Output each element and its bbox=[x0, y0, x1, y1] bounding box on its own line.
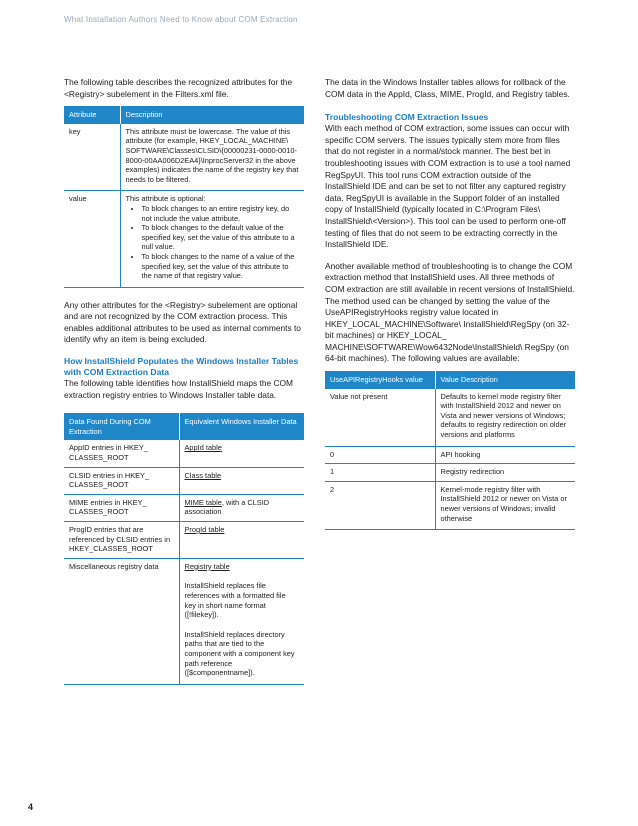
section-title-troubleshooting: Troubleshooting COM Extraction Issues bbox=[325, 112, 489, 123]
map-header-equivalent: Equivalent Windows Installer Data bbox=[179, 413, 304, 440]
attr-header-attribute: Attribute bbox=[64, 106, 120, 124]
map-found-cell: Miscellaneous registry data bbox=[64, 558, 179, 684]
hooks-header-description: Value Description bbox=[435, 371, 575, 389]
registry-note-filekey: InstallShield replaces file references with a formatted file key in short name format ([!filekey]). bbox=[184, 581, 286, 620]
map-found-cell: AppID entries in HKEY_ CLASSES_ROOT bbox=[64, 440, 179, 467]
appid-table-link[interactable]: AppId table bbox=[184, 443, 222, 453]
table-row bbox=[64, 191, 304, 287]
mapping-table bbox=[64, 413, 304, 684]
table-row bbox=[325, 464, 575, 482]
map-equivalent-cell bbox=[179, 440, 304, 467]
mapping-intro: The following table identifies how InstallShield maps the COM extraction registry entries to Windows Installer table data. bbox=[64, 378, 294, 400]
page-number: 4 bbox=[28, 802, 34, 812]
table-row bbox=[64, 558, 304, 684]
map-header-found: Data Found During COM Extraction bbox=[64, 413, 179, 440]
left-column bbox=[64, 77, 304, 685]
table-row bbox=[64, 440, 304, 467]
regspy-paragraph: With each method of COM extraction, some issues can occur with specific COM servers. The issues typically stem more from files that do not register in a normal/stock manner. The best bet in troubleshooting issues with COM extraction is to use a tool named RegSpyUI. This tool runs COM extraction outside of the InstallShield IDE and can be set to not filter any captured registry data. RegSpyUI is available in the Support folder of an installed copy of InstallShield (typically located in C:\Program Files\ InstallShield\<Version>). This tool can be used to perform one-off testing of files that do not seem to be extracting correctly in the InstallShield IDE. bbox=[325, 123, 571, 250]
attr-desc-key: This attribute must be lowercase. The value of this attribute (for example, HKEY_LOCAL_MACHINE\ SOFTWARE\Classes\CLSID\{00000231-0000-0010-8000-00AA006D2EA4}\InprocServer32 in the above examples) indicates the name of the registry key that needs to be filtered. bbox=[120, 124, 304, 191]
right-column bbox=[325, 77, 575, 530]
attr-desc-value-text: This attribute is optional: bbox=[125, 194, 206, 204]
map-found-cell: MIME entries in HKEY_ CLASSES_ROOT bbox=[64, 494, 179, 521]
table-row bbox=[325, 481, 575, 529]
attr-header-description: Description bbox=[120, 106, 304, 124]
attributes-table bbox=[64, 106, 304, 288]
attr-name-key: key bbox=[64, 124, 120, 191]
mime-table-link[interactable]: MIME table bbox=[184, 497, 222, 507]
table-row bbox=[64, 494, 304, 521]
attributes-intro: The following table describes the recognized attributes for the <Registry> subelement in the Filters.xml file. bbox=[64, 77, 293, 99]
map-equivalent-cell bbox=[179, 494, 304, 521]
registry-table-link[interactable]: Registry table bbox=[184, 561, 230, 571]
bullet-item: • To block changes to the name of a value of the specified key, set the value of this attribute to the name of that registry value. bbox=[142, 252, 300, 281]
section-title-populate: How InstallShield Populates the Windows Installer Tables with COM Extraction Data bbox=[64, 356, 299, 378]
hooks-value-cell: 1 bbox=[325, 464, 435, 482]
value-bullet-list bbox=[126, 204, 300, 281]
map-found-cell: ProgID entries that are referenced by CLSID entries in HKEY_CLASSES_ROOT bbox=[64, 522, 179, 559]
hooks-value-cell: 0 bbox=[325, 446, 435, 464]
progid-table-link[interactable]: ProgId table bbox=[184, 525, 225, 534]
map-equivalent-cell bbox=[179, 522, 304, 559]
map-equivalent-cell bbox=[179, 467, 304, 494]
hooks-desc-cell: Registry redirection bbox=[435, 464, 575, 482]
running-header: What Installation Authors Need to Know about COM Extraction bbox=[64, 15, 298, 24]
bullet-item: • To block changes to an entire registry key, do not include the value attribute. bbox=[142, 204, 300, 223]
hooks-header-value: UseAPIRegistryHooks value bbox=[325, 371, 435, 389]
registry-note-component: InstallShield replaces directory paths that are tied to the component with a component key path reference ([$componentname]). bbox=[184, 629, 295, 678]
hooks-value-cell: Value not present bbox=[325, 389, 435, 446]
rollback-paragraph: The data in the Windows Installer tables allows for rollback of the COM data in the AppId, Class, MIME, ProgId, and Registry tables. bbox=[325, 77, 570, 99]
table-row bbox=[64, 124, 304, 191]
hooks-desc-cell: Defaults to kernel mode registry filter with InstallShield 2012 and newer on Vista and newer versions of Windows; defaults to registry redirection on older versions and platforms bbox=[435, 389, 575, 446]
hooks-value-cell: 2 bbox=[325, 481, 435, 529]
hooks-desc-cell: Kernel-mode registry filter with InstallShield 2012 or newer on Vista or newer versions of Windows; invalid otherwise bbox=[435, 481, 575, 529]
table-row bbox=[64, 467, 304, 494]
attr-desc-value bbox=[120, 191, 304, 287]
class-table-link[interactable]: Class table bbox=[184, 470, 222, 480]
table-row bbox=[325, 446, 575, 464]
table-row bbox=[325, 389, 575, 446]
map-found-cell: CLSID entries in HKEY_ CLASSES_ROOT bbox=[64, 467, 179, 494]
map-equivalent-cell bbox=[179, 558, 304, 684]
attr-name-value: value bbox=[64, 191, 120, 287]
registry-hooks-table bbox=[325, 371, 575, 530]
extraction-method-paragraph: Another available method of troubleshooting is to change the COM extraction method that InstallShield uses. All three methods of COM extraction are still available in recent versions of InstallShield. The method used can be changed by setting the value of the UseAPIRegistryHooks registry value located in HKEY_LOCAL_MACHINE\Software\ InstallShield\RegSpy (on 32-bit machines) or HKEY_LOCAL_ MACHINE\SOFTWARE\Wow6432Node\InstallShield\ RegSpy (on 64-bit machines). The following values are available: bbox=[325, 260, 575, 364]
hooks-desc-cell: API hooking bbox=[435, 446, 575, 464]
bullet-item: • To block changes to the default value of the specified key, set the value of this attribute to a null value. bbox=[142, 223, 300, 252]
other-attributes-paragraph: Any other attributes for the <Registry> subelement are optional and are not recognized by the COM extraction process. This enables additional attributes to be used as internal comments to identify why an item is being excluded. bbox=[64, 299, 301, 345]
table-row bbox=[64, 522, 304, 559]
mime-association-text: , with a CLSID association bbox=[184, 497, 270, 517]
